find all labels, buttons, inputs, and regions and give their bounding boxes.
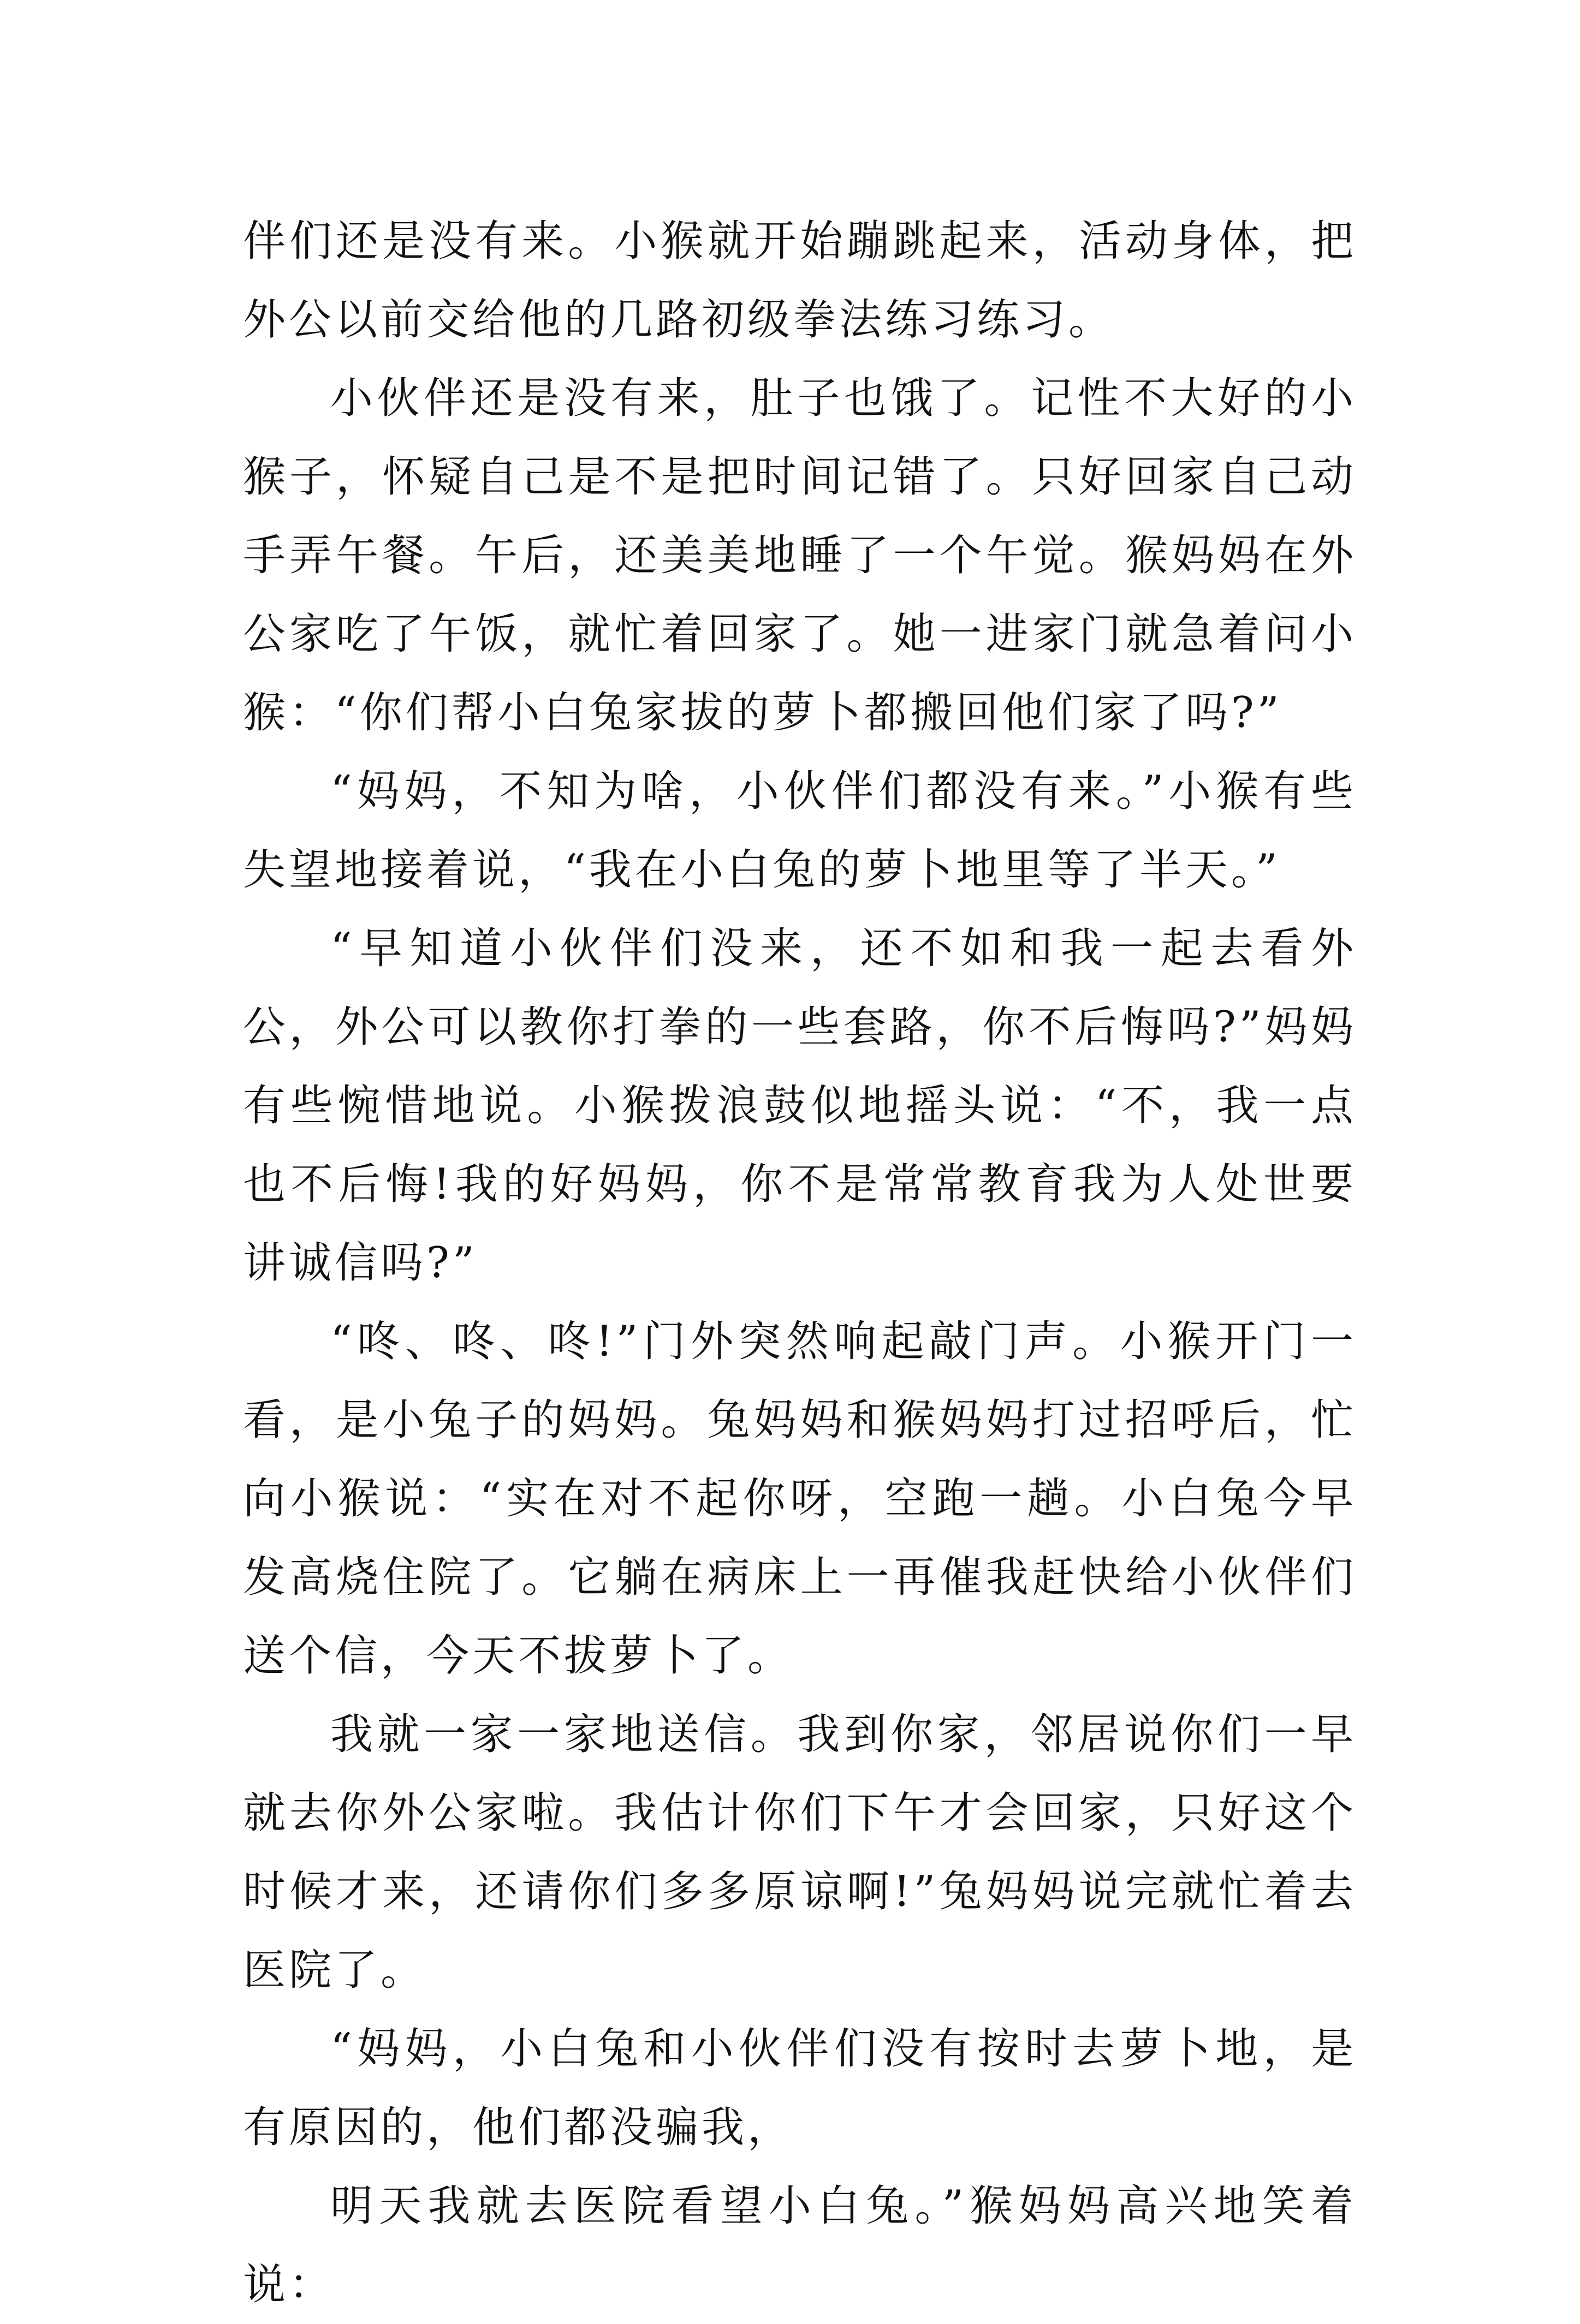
paragraph-7: “妈妈，小白兔和小伙伴们没有按时去萝卜地，是有原因的，他们都没骗我，: [243, 2024, 1357, 2152]
paragraph-5: “咚、咚、咚!”门外突然响起敲门声。小猴开门一看，是小兔子的妈妈。兔妈妈和猴妈妈打过招呼后，忙向小猴说：“实在对不起你呀，空跑一趟。小白兔今早发高烧住院了。它躺在病床上一再催我赶快给小伙伴们送个信，今天不拔萝卜了。: [243, 1317, 1357, 1681]
paragraph-8: 明天我就去医院看望小白兔。”猴妈妈高兴地笑着说：: [243, 2182, 1357, 2309]
document-body: [243, 202, 1357, 2324]
paragraph-2: 小伙伴还是没有来，肚子也饿了。记性不大好的小猴子，怀疑自己是不是把时间记错了。只好回家自己动手弄午餐。午后，还美美地睡了一个午觉。猴妈妈在外公家吃了午饭，就忙着回家了。她一进家门就急着问小猴：“你们帮小白兔家拔的萝卜都搬回他们家了吗?”: [243, 374, 1357, 737]
paragraph-4: “早知道小伙伴们没来，还不如和我一起去看外公，外公可以教你打拳的一些套路，你不后悔吗?”妈妈有些惋惜地说。小猴拨浪鼓似地摇头说：“不，我一点也不后悔!我的好妈妈，你不是常常教育我为人处世要讲诚信吗?”: [243, 924, 1357, 1288]
paragraph-6: 我就一家一家地送信。我到你家，邻居说你们一早就去你外公家啦。我估计你们下午才会回家，只好这个时候才来，还请你们多多原谅啊!”兔妈妈说完就忙着去医院了。: [243, 1710, 1357, 1995]
paragraph-3: “妈妈，不知为啥，小伙伴们都没有来。”小猴有些失望地接着说，“我在小白兔的萝卜地里等了半天。”: [243, 767, 1357, 895]
paragraph-1: 伴们还是没有来。小猴就开始蹦跳起来，活动身体，把外公以前交给他的几路初级拳法练习练习。: [243, 217, 1357, 344]
